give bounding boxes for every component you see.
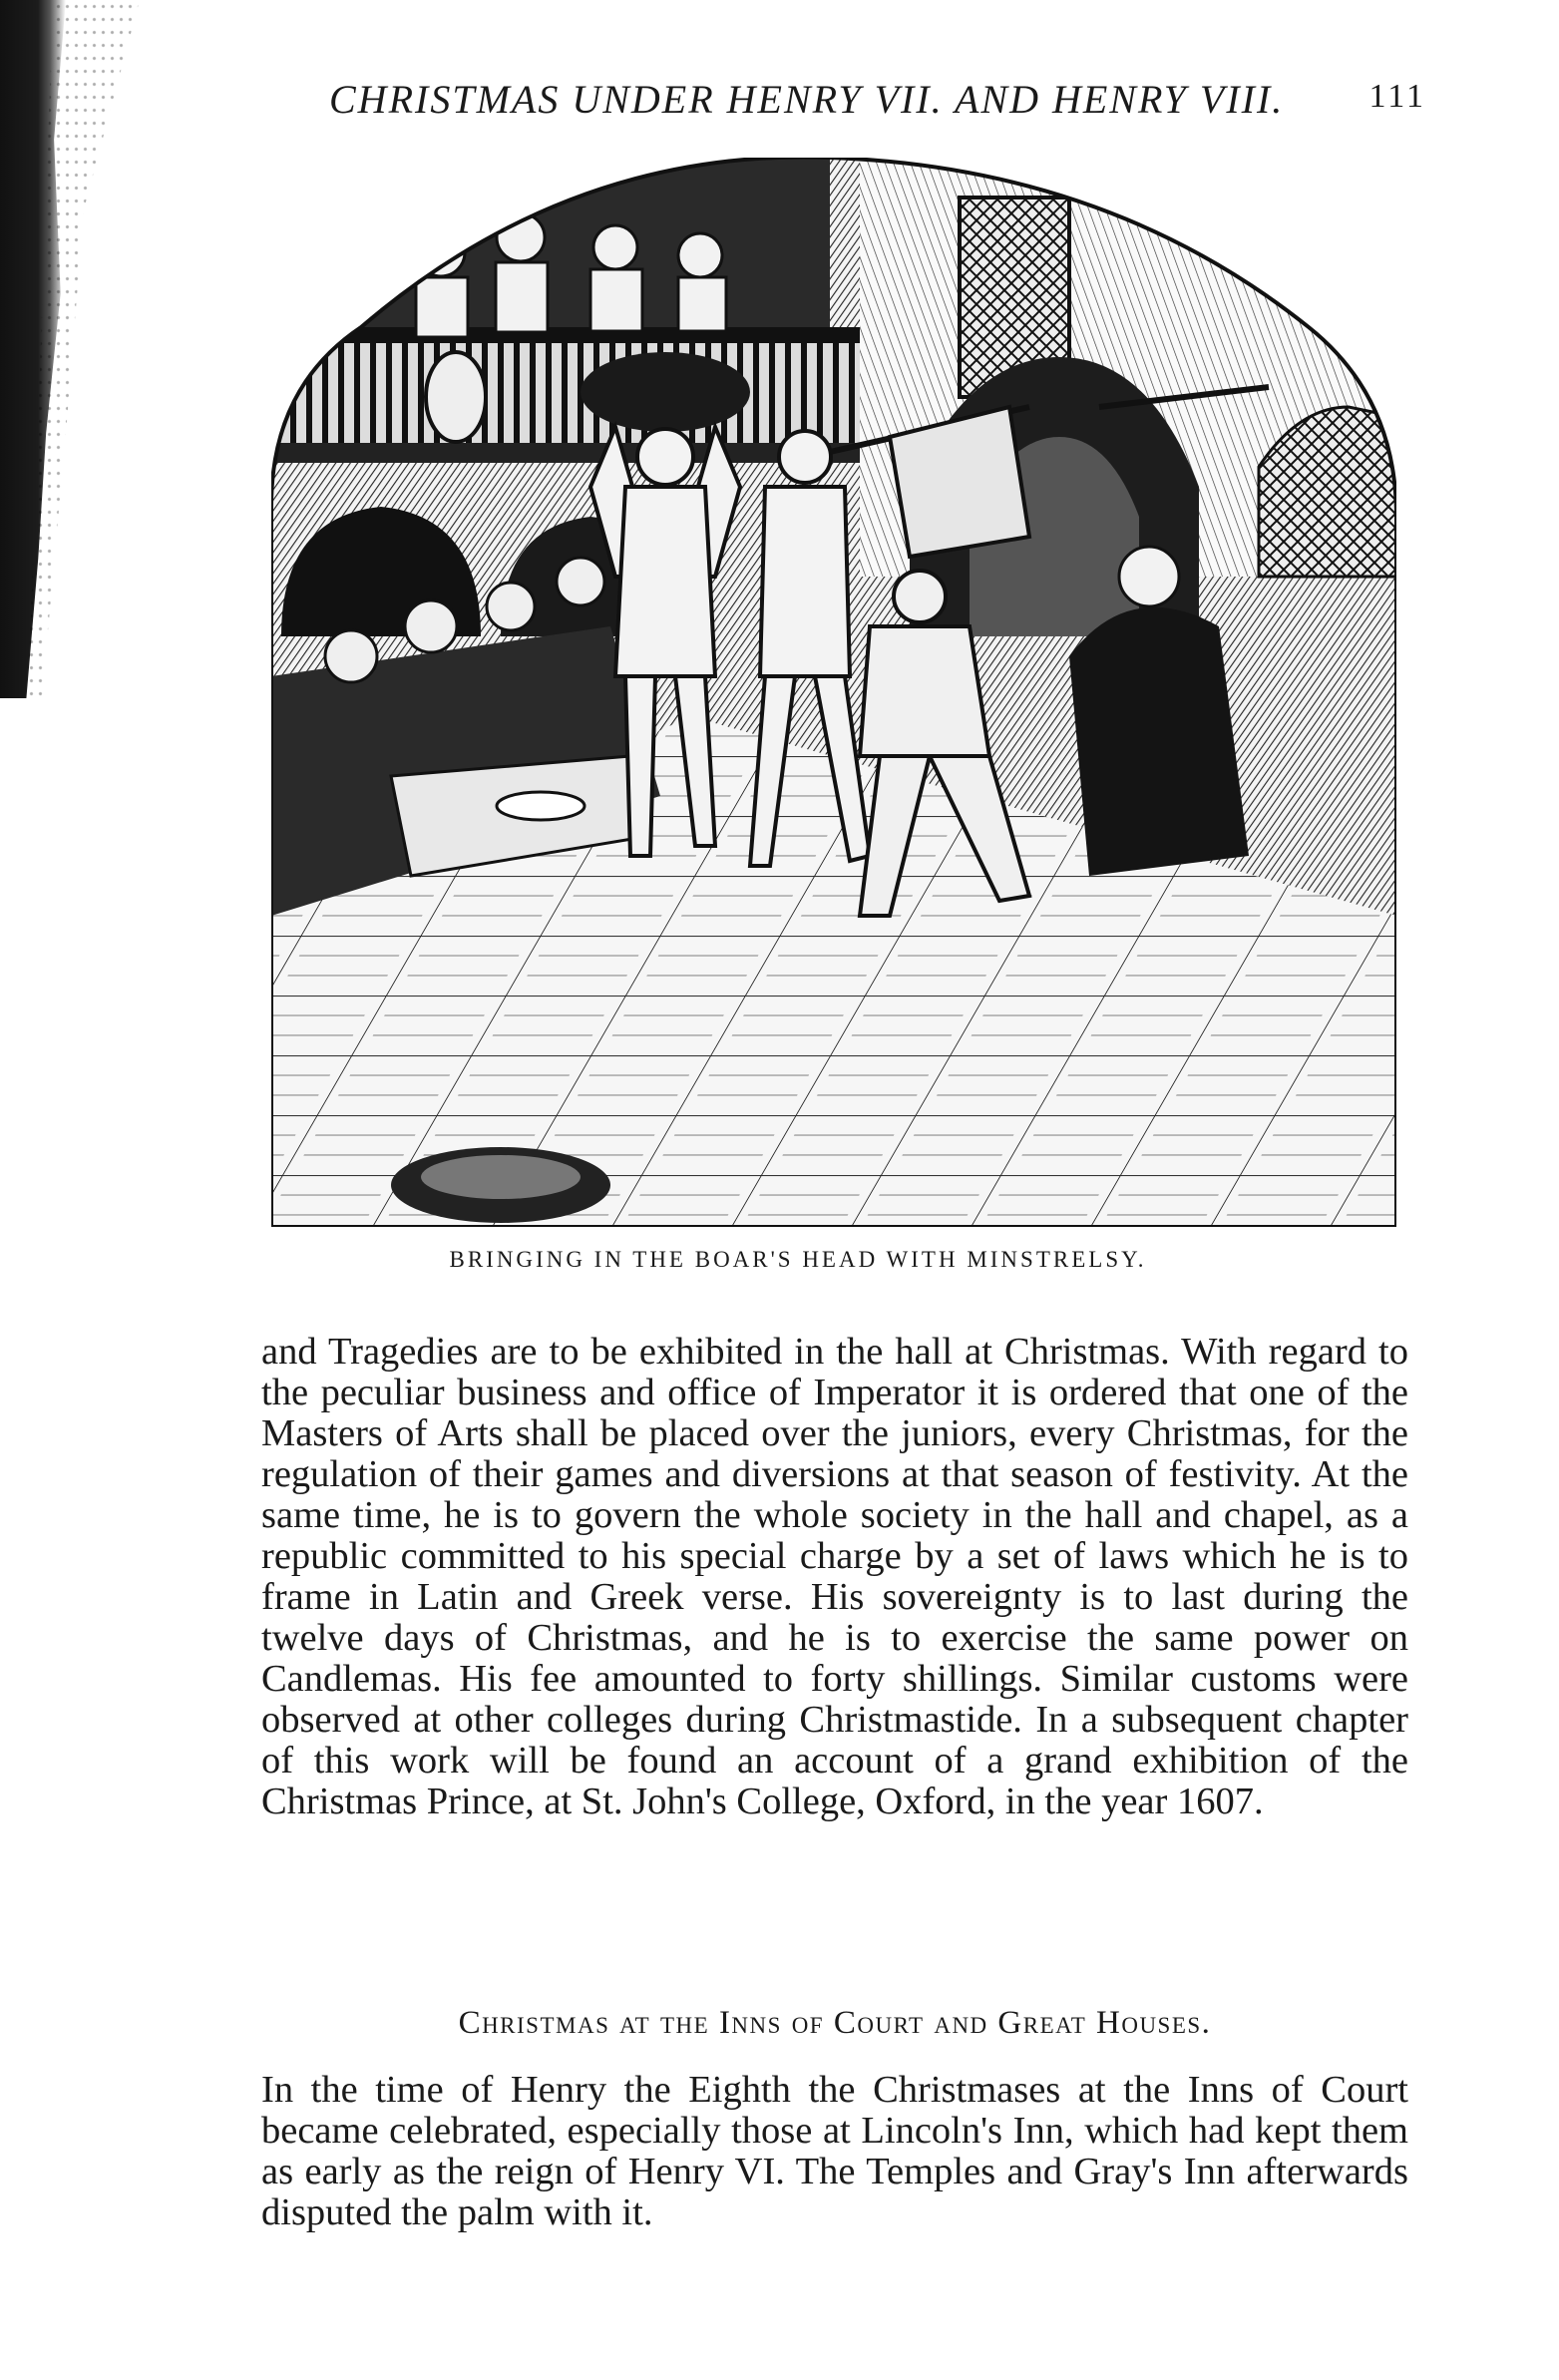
running-head xyxy=(329,76,1426,123)
section-heading: Christmas at the Inns of Court and Great Houses. xyxy=(458,2005,1212,2041)
paragraph: and Tragedies are to be exhibited in the hall at Christmas. With regard to the peculiar business and office of Imperator it is ordered that one of the Masters of Arts shall be placed over the juniors, every Christmas, for the regulation of their games and diversions at that season of festivity. At the same time, he is to govern the whole society in the hall and chapel, as a republic committed to his special charge by a set of laws which he is to frame in Latin and Greek verse. His sovereignty is to last during the twelve days of Christmas, and he is to exercise the same power on Candlemas. His fee amounted to forty shillings. Similar customs were observed at other colleges during Christmastide. In a subsequent chapter of this work will be found an account of a grand exhibition of the Christmas Prince, at St. John's College, Oxford, in the year 1607. xyxy=(261,1331,1408,1822)
main-text xyxy=(261,1332,1408,1822)
running-head-title: CHRISTMAS UNDER HENRY VII. AND HENRY VIII. xyxy=(329,77,1285,122)
section-text xyxy=(261,2070,1408,2233)
page-number: 111 xyxy=(1368,78,1426,115)
paragraph: In the time of Henry the Eighth the Christmases at the Inns of Court became celebrated, especially those at Lincoln's Inn, which had kept them as early as the reign of Henry VI. The Temples and Gray's Inn afterwards disputed the palm with it. xyxy=(261,2069,1408,2233)
illustration-caption: BRINGING IN THE BOAR'S HEAD WITH MINSTRELSY. xyxy=(449,1247,1147,1272)
engraving-illustration xyxy=(271,158,1396,1227)
